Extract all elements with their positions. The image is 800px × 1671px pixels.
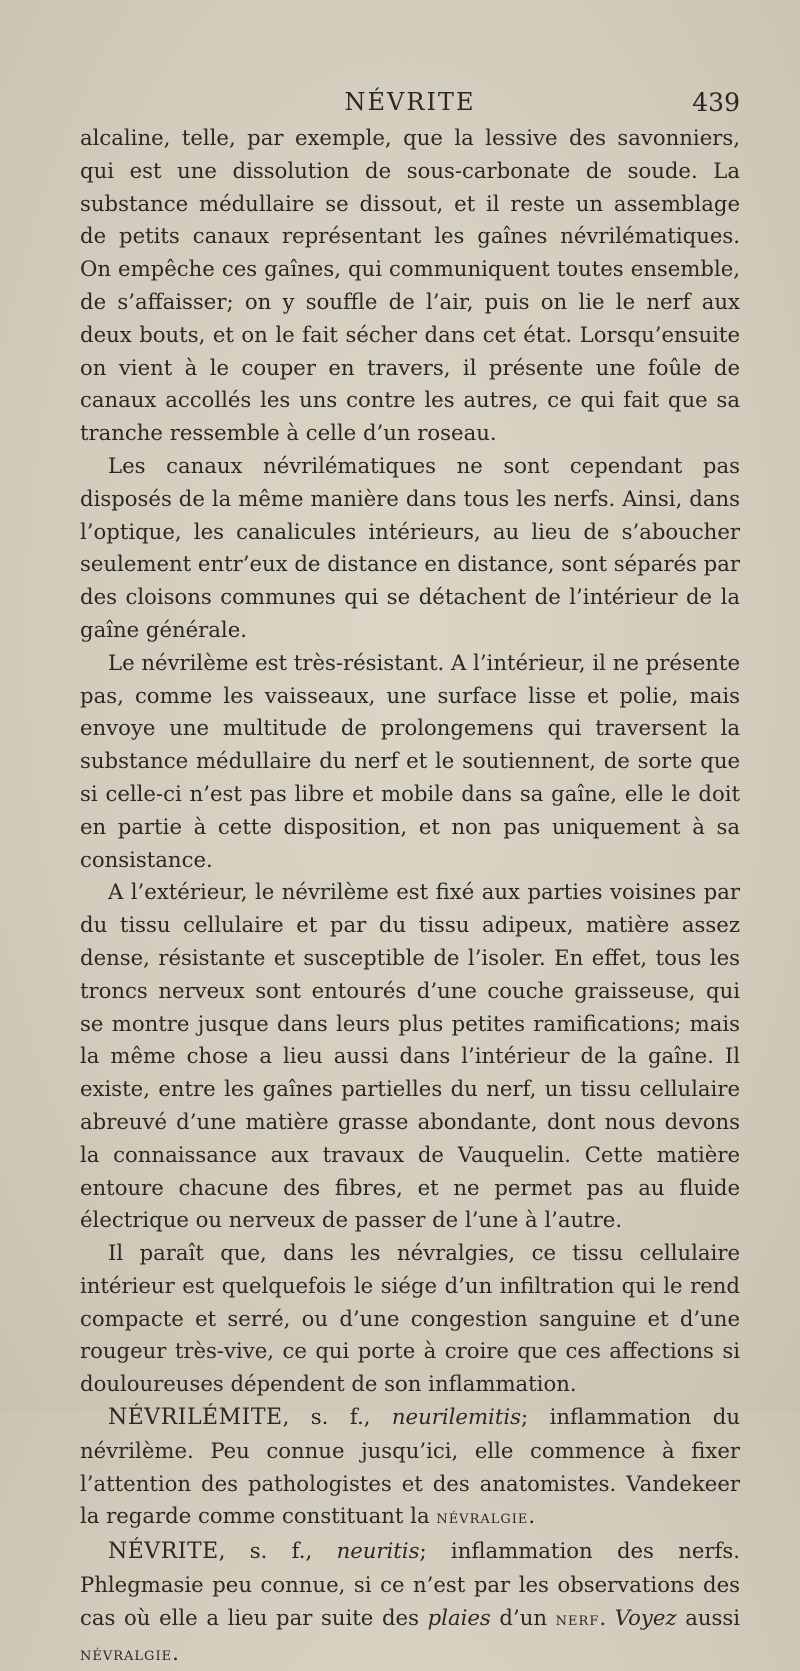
entry-latin-term: neurilemitis (391, 1404, 521, 1430)
cross-reference: nerf (555, 1608, 600, 1630)
entry-end: . (172, 1639, 179, 1665)
body-text (80, 122, 740, 1671)
paragraph-5: Il paraît que, dans les névralgies, ce tissu cellulaire intérieur est quelquefois le siége d’un infiltration qui le rend compacte et serré, ou d’une congestion sanguine et d’une rougeur très-vive, ce qui porte à croire que ces affections si douloureuses dépendent de son inflammation. (80, 1240, 740, 1397)
entry-nevrite (80, 1535, 740, 1671)
cross-reference: névralgie (436, 1507, 529, 1529)
entry-grammar: , s. f., (218, 1538, 337, 1564)
entry-see-also: Voyez (614, 1604, 677, 1630)
entry-latin-term: neuritis (336, 1538, 420, 1564)
entry-headword: NÉVRITE (108, 1539, 219, 1565)
entry-italic-word: plaies (427, 1604, 491, 1630)
entry-definition-cont: d’un (490, 1604, 556, 1630)
entry-definition: ; inflammation du névrilème. Peu connue jusqu’ici, elle commence à fixer l’attention des pathologistes et des anatomistes. Vandekeer la regarde comme constituant la (80, 1404, 740, 1529)
entry-grammar: , s. f., (282, 1404, 392, 1430)
cross-reference: névralgie (80, 1643, 173, 1665)
paragraph-4: A l’extérieur, le névrilème est fixé aux parties voisines par du tissu cellulaire et par du tissu adipeux, matière assez dense, résistante et susceptible de l’isoler. En effet, tous les troncs nerveux sont entourés d’une couche graisseuse, qui se montre jusque dans leurs plus petites ramifications; mais la même chose a lieu aussi dans l’intérieur de la gaîne. Il existe, entre les gaînes partielles du nerf, un tissu cellulaire abreuvé d’une matière grasse abondante, dont nous devons la connaissance aux travaux de Vauquelin. Cette matière entoure chacune des fibres, et ne permet pas au fluide électrique ou nerveux de passer de l’une à l’autre. (80, 879, 740, 1233)
entry-nevrilemite (80, 1401, 740, 1535)
paragraph-2: Les canaux névrilématiques ne sont cependant pas disposés de la même manière dans tous les nerfs. Ainsi, dans l’optique, les canalicules intérieurs, au lieu de s’aboucher seulement entr’eux de distance en distance, sont séparés par des cloisons communes qui se détachent de l’intérieur de la gaîne générale. (80, 452, 740, 642)
entry-definition-cont: aussi (676, 1604, 740, 1630)
paragraph-3: Le névrilème est très-résistant. A l’intérieur, il ne présente pas, comme les vaisseaux, une surface lisse et polie, mais envoye une multitude de prolongemens qui traversent la substance médullaire du nerf et le soutiennent, de sorte que si celle-ci n’est pas libre et mobile dans sa gaîne, elle le doit en partie à cette disposition, et non pas uniquement à sa consistance. (80, 649, 740, 872)
page-number: 439 (692, 88, 740, 117)
entry-definition-cont: . (599, 1604, 615, 1630)
entry-end: . (528, 1503, 536, 1529)
entry-headword: NÉVRILÉMITE (108, 1405, 283, 1431)
paragraph-1: alcaline, telle, par exemple, que la lessive des savonniers, qui est une dissolution de sous-carbonate de soude. La substance médullaire se dissout, et il reste un assemblage de petits canaux représentant les gaînes névrilématiques. On empêche ces gaînes, qui communiquent toutes ensemble, de s’affaisser; on y souffle de l’air, puis on lie le nerf aux deux bouts, et on le fait sécher dans cet état. Lorsqu’ensuite on vient à le couper en travers, il présente une foûle de canaux accollés les uns contre les autres, ce qui fait que sa tranche ressemble à celle d’un roseau. (80, 125, 740, 446)
entry-definition: ; inflammation des nerfs. Phlegmasie peu connue, si ce n’est par les observations des cas où elle a lieu par suite des (80, 1538, 740, 1630)
running-head: NÉVRITE (344, 88, 476, 116)
